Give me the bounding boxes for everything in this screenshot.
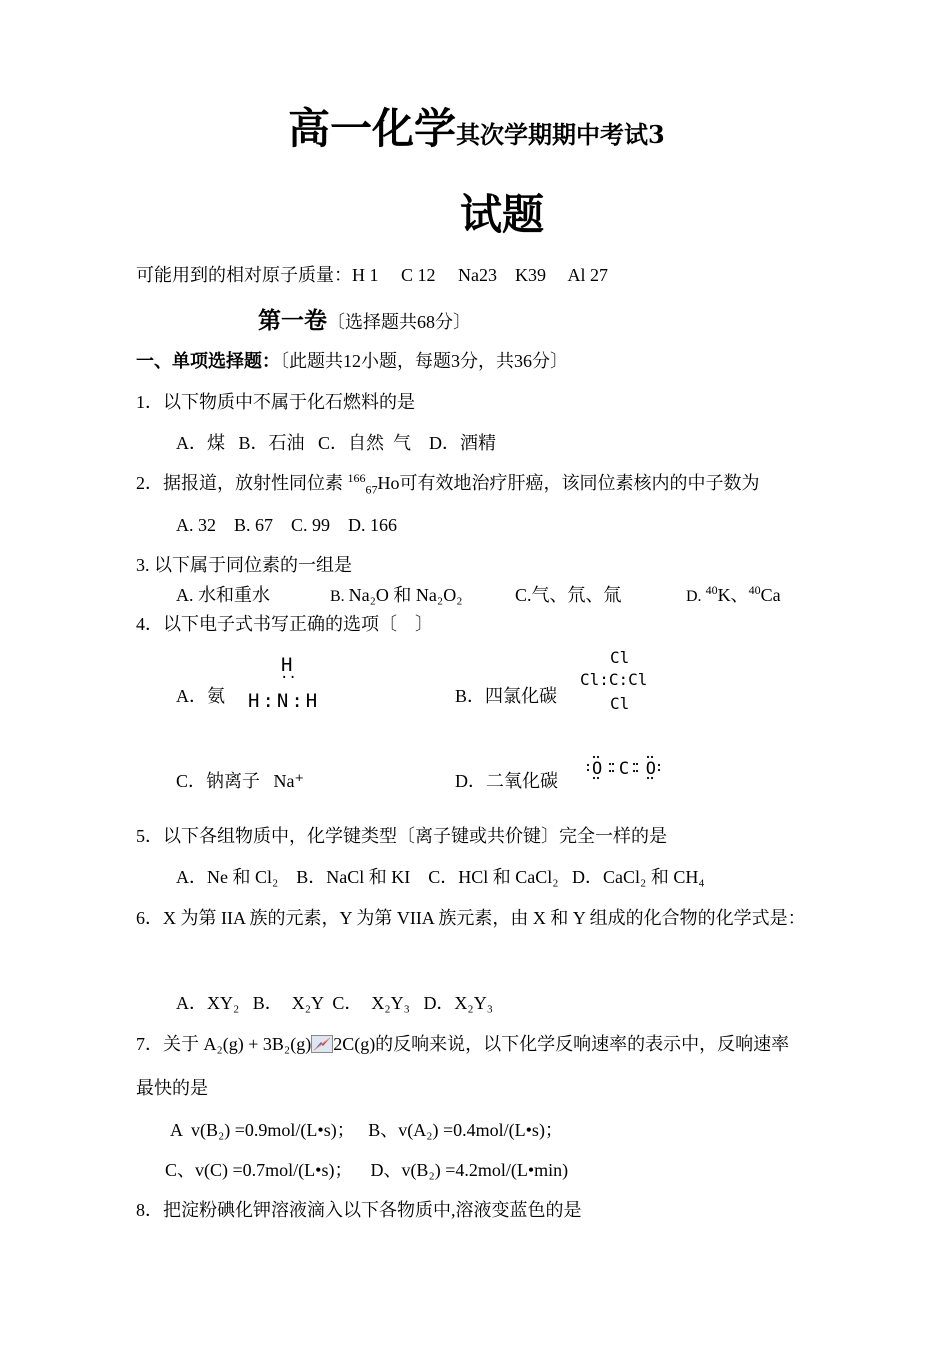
nh3-dots: ·· <box>280 670 297 686</box>
q5-stem: 5．以下各组物质中，化学键类型〔离子键或共价键〕完全一样的是 <box>136 826 667 846</box>
q4-option-c: C．钠离子 Na⁺ <box>176 771 304 791</box>
q1-stem: 1．以下物质中不属于化石燃料的是 <box>136 392 415 412</box>
section-heading <box>136 350 568 372</box>
q3-option-c: C.气、氘、氚 <box>515 585 622 605</box>
q3-option-a: A. 水和重水 <box>176 585 270 605</box>
ccl4-top: Cl <box>610 648 630 667</box>
q8-stem: 8．把淀粉碘化钾溶液滴入以下各物质中,溶液变蓝色的是 <box>136 1200 582 1220</box>
equilibrium-arrow-icon <box>311 1035 333 1053</box>
nh3-formula: H:N:H <box>248 690 321 712</box>
title-line2: 试题 <box>460 190 545 239</box>
q4-option-a: A．氨 <box>176 686 225 706</box>
q3-d-ca: Ca <box>760 585 781 605</box>
q3-option-d <box>686 584 781 608</box>
q7-stem <box>136 1033 789 1055</box>
co2-letters: O C O <box>592 759 656 779</box>
q3-stem: 3. 以下属于同位素的一组是 <box>136 555 352 575</box>
volume-label: 第一卷 <box>258 308 327 333</box>
q6-stem: 6．X 为第 IIA 族的元素，Y 为第 VIIA 族元素，由 X 和 Y 组成的化合物的化学式是： <box>136 908 806 928</box>
q2-stem-a: 2．据报道，放射性同位素 <box>136 473 348 493</box>
q7-options-line2: C、v(C) =0.7mol/(L•s)； D、v(B₂) =4.2mol/(L•min) <box>165 1160 569 1180</box>
q3-b-text: Na₂O 和 Na₂O₂ <box>348 585 463 605</box>
q3-d-k: K、 <box>717 585 749 605</box>
title-big: 高一化学 <box>288 104 457 153</box>
q7-stem-a: 7．关于 A₂(g) + 3B₂(g) <box>136 1034 312 1054</box>
q7-stem-c: 最快的是 <box>136 1078 208 1098</box>
q2-options: A. 32 B. 67 C. 99 D. 166 <box>176 515 398 535</box>
q4-stem: 4．以下电子式书写正确的选项〔 〕 <box>136 614 433 634</box>
q2-stem <box>136 471 760 497</box>
q5-options: A．Ne 和 Cl₂ B．NaCl 和 KI C．HCl 和 CaCl₂ D．CaCl₂ 和 CH₄ <box>176 867 705 887</box>
q3-b-label: B. <box>330 588 349 605</box>
q4-option-d: D．二氧化碳 <box>455 771 558 791</box>
q1-options: A．煤 B．石油 C．自然 气 D．酒精 <box>176 433 497 453</box>
q2-symbol: Ho <box>377 473 400 493</box>
q2-atomic-number: 67 <box>365 482 378 497</box>
ccl4-mid: Cl:C:Cl <box>580 670 648 689</box>
q7-stem-b: 2C(g)的反响来说，以下化学反响速率的表示中，反响速率 <box>333 1034 790 1054</box>
atomic-masses: 可能用到的相对原子质量：H 1 C 12 Na23 K39 Al 27 <box>136 265 608 285</box>
q3-option-b <box>330 584 462 608</box>
q2-mass-number: 166 <box>347 471 366 485</box>
volume-note: 〔选择题共68分〕 <box>327 312 471 332</box>
q3-d-sup2: 40 <box>748 583 761 597</box>
title-line1 <box>288 96 665 156</box>
q7-options-line1: A v(B₂) =0.9mol/(L•s)； B、v(A₂) =0.4mol/(L•s)； <box>170 1120 563 1140</box>
q4-option-b: B．四氯化碳 <box>455 686 558 706</box>
section-label: 一、单项选择题： <box>136 351 280 371</box>
title-small: 其次学期期中考试3 <box>456 120 665 149</box>
q3-d-sup1: 40 <box>705 583 718 597</box>
ccl4-bottom: Cl <box>610 694 630 713</box>
q6-options: A．XY₂ B． X₂Y C． X₂Y₃ D．X₂Y₃ <box>176 993 493 1013</box>
q3-d-label: D. <box>686 588 706 605</box>
volume-heading <box>258 302 471 335</box>
nh3-top-h: H <box>281 654 293 676</box>
section-note: 〔此题共12小题，每题3分，共36分〕 <box>280 351 568 371</box>
q2-stem-b: 可有效地治疗肝癌，该同位素核内的中子数为 <box>399 473 760 493</box>
co2-electron-formula <box>586 752 662 782</box>
